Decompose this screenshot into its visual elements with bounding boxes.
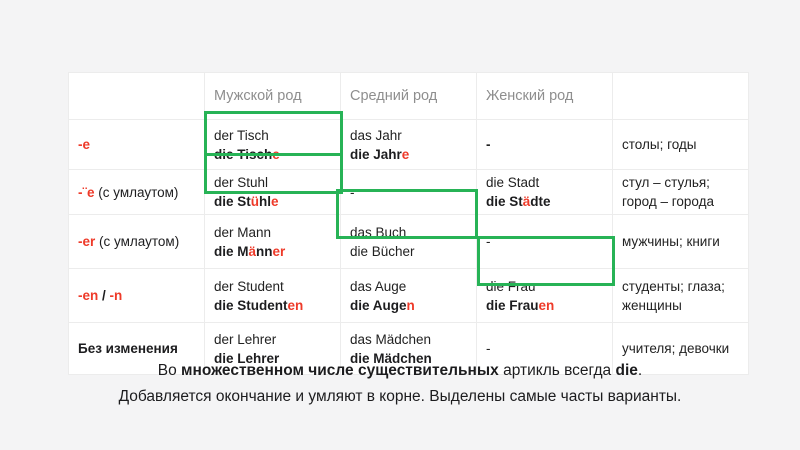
plural-segment: die Mädchen <box>350 350 432 366</box>
no-form-dash: - <box>350 184 355 200</box>
header-empty <box>69 73 205 120</box>
cell-neuter <box>341 120 477 170</box>
header-neuter: Средний род <box>341 73 477 120</box>
caption-text: . <box>637 362 643 379</box>
plural-ending-segment: e <box>271 194 279 209</box>
plural-segment: die M <box>214 243 249 259</box>
plural-umlaut-segment: ü <box>250 194 260 209</box>
plural-ending-segment: e <box>272 146 280 162</box>
plural-endings-table <box>68 72 749 375</box>
cell-neuter <box>341 269 477 323</box>
caption-line-2: Добавляется окончание и умляют в корне. Выделены самые часты варианты. <box>118 388 682 405</box>
cell-masculine <box>205 120 341 170</box>
table-row-ending-umlaut-e <box>69 170 749 215</box>
caption-text: Во <box>157 362 182 379</box>
cell-feminine <box>477 170 613 215</box>
table-row-ending-er <box>69 215 749 269</box>
plural-segment: die Bücher <box>350 243 415 259</box>
table-row-ending-e <box>69 120 749 170</box>
ending-note: (с умлаутом) <box>94 184 179 200</box>
singular-form: das Jahr <box>350 127 402 143</box>
cell-translation: студенты; глаза; женщины <box>613 269 749 323</box>
ending-text: -er <box>78 234 96 249</box>
caption-bold-text: die <box>615 362 638 379</box>
ending-label <box>69 120 205 170</box>
singular-form: das Mädchen <box>350 331 432 347</box>
cell-translation: учителя; девочки <box>613 323 749 375</box>
cell-masculine <box>205 215 341 269</box>
singular-form: die Frau <box>486 278 536 294</box>
plural-ending-segment: en <box>287 297 304 313</box>
plural-ending-segment: er <box>272 243 286 259</box>
singular-form: der Mann <box>214 224 272 240</box>
ending-label <box>69 269 205 323</box>
ending-text: Без изменения <box>78 341 178 356</box>
plural-segment: die Tisch <box>214 146 273 162</box>
plural-segment: dte <box>530 194 551 209</box>
plural-ending-segment: n <box>406 297 415 313</box>
singular-form: das Auge <box>350 278 407 294</box>
table-row-ending-en-n <box>69 269 749 323</box>
cell-translation: стул – стулья; город – города <box>613 170 749 215</box>
header-feminine: Женский род <box>477 73 613 120</box>
plural-ending-segment: e <box>401 146 410 162</box>
ending-text: -¨e <box>78 184 95 200</box>
plural-umlaut-segment: ä <box>248 243 257 259</box>
cell-translation: мужчины; книги <box>613 215 749 269</box>
cell-neuter <box>341 215 477 269</box>
singular-form: das Buch <box>350 224 407 240</box>
ending-note: (с умлаутом) <box>95 234 180 249</box>
plural-form <box>350 242 467 261</box>
ending-text: -n <box>109 288 123 303</box>
header-masculine: Мужской род <box>205 73 341 120</box>
ending-label <box>69 215 205 269</box>
plural-segment: die Student <box>214 297 288 313</box>
header-row <box>69 73 749 120</box>
singular-form: der Tisch <box>214 127 269 143</box>
plural-segment: die Auge <box>350 297 407 313</box>
cell-translation: столы; годы <box>613 120 749 170</box>
cell-neuter <box>341 170 477 215</box>
plural-form <box>214 192 331 211</box>
plural-form <box>214 296 331 315</box>
plural-form <box>486 192 603 211</box>
plural-segment: die Jahr <box>350 146 402 162</box>
no-form-dash: - <box>486 137 491 152</box>
plural-segment: die St <box>214 194 251 209</box>
plural-segment: hl <box>259 194 272 209</box>
singular-form: der Lehrer <box>214 331 277 347</box>
plural-segment: die St <box>486 194 523 209</box>
cell-masculine <box>205 269 341 323</box>
ending-separator: / <box>98 288 110 303</box>
plural-segment: die Frau <box>486 297 539 313</box>
plural-umlaut-segment: ä <box>522 194 531 209</box>
no-form-dash: - <box>486 341 491 356</box>
caption-text: артикль всегда <box>498 362 616 379</box>
ending-text: -en <box>78 288 99 303</box>
cell-masculine <box>205 170 341 215</box>
no-form-dash: - <box>486 234 491 249</box>
plural-form <box>350 296 467 315</box>
plural-endings-table-wrap <box>68 72 749 375</box>
plural-form <box>486 296 603 315</box>
cell-feminine <box>477 215 613 269</box>
singular-form: die Stadt <box>486 175 540 190</box>
header-empty-right <box>613 73 749 120</box>
caption-bold-text: множественном числе существительных <box>181 362 499 379</box>
ending-text: -e <box>78 137 91 152</box>
cell-feminine <box>477 269 613 323</box>
plural-ending-segment: en <box>538 297 555 313</box>
ending-label <box>69 170 205 215</box>
plural-form <box>214 145 331 164</box>
plural-segment: nn <box>256 243 273 259</box>
cell-feminine <box>477 120 613 170</box>
caption <box>0 358 800 410</box>
caption-line-1 <box>0 358 800 384</box>
singular-form: der Student <box>214 278 284 294</box>
singular-form: der Stuhl <box>214 175 269 190</box>
plural-segment: die Lehrer <box>214 350 280 366</box>
plural-form <box>214 242 331 261</box>
plural-form <box>350 145 467 164</box>
